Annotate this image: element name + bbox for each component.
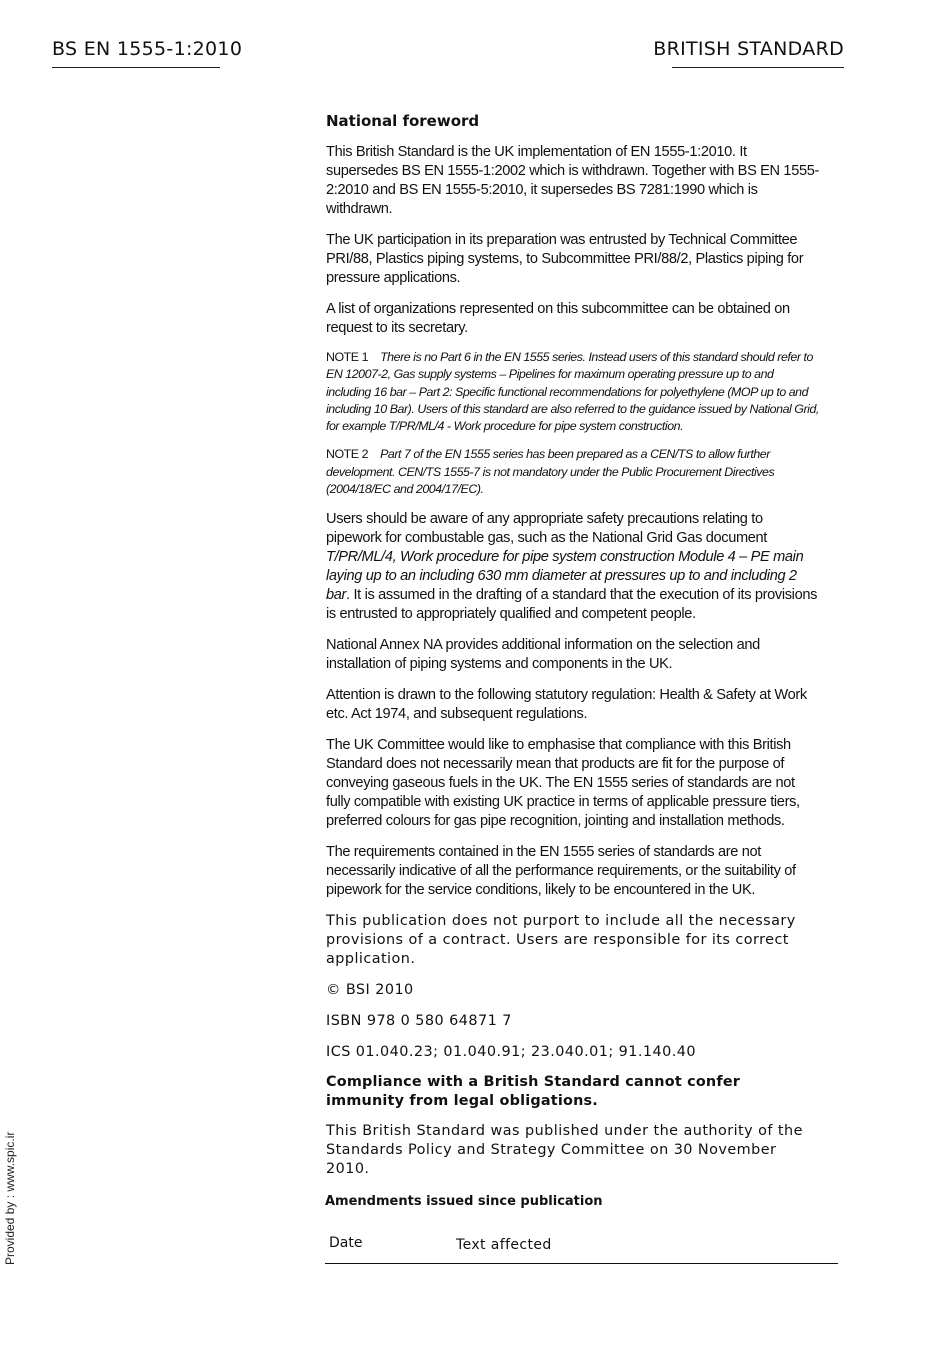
page-title: National foreword	[326, 112, 480, 130]
header-rule-right	[672, 67, 844, 68]
isbn: ISBN 978 0 580 64871 7	[326, 1013, 512, 1030]
foreword-body	[326, 111, 821, 1179]
header-document-id: BS EN 1555-1:2010	[52, 38, 243, 60]
paragraph-safety	[326, 510, 821, 624]
note-1	[326, 349, 821, 435]
amendments-col-date: Date	[329, 1235, 363, 1251]
note-2	[326, 446, 821, 498]
header-brand: BRITISH STANDARD	[653, 38, 844, 60]
provider-watermark: Provided by : www.spic.ir	[3, 1131, 17, 1265]
publication-authority: This British Standard was published under the authority of the Standards Policy and Strategy Committee on 30 November 2010.	[326, 1123, 803, 1178]
note-1-label: NOTE 1	[326, 350, 369, 364]
safety-text-c: . It is assumed in the drafting of a standard that the execution of its provisions is entrusted to appropriately qualified and competent people.	[326, 587, 818, 623]
amendments-title: Amendments issued since publication	[325, 1194, 603, 1209]
amendments-col-text: Text affected	[456, 1237, 552, 1253]
header-rule-left	[52, 67, 220, 68]
copyright: © BSI 2010	[326, 982, 414, 999]
paragraph-implementation: This British Standard is the UK implementation of EN 1555-1:2010. It supersedes BS EN 1555-1:2002 which is withdrawn. Together with BS EN 1555-2:2010 and BS EN 1555-5:2010, it supersedes BS 7281:1990 which is withdrawn.	[326, 144, 820, 217]
note-1-text: There is no Part 6 in the EN 1555 series. Instead users of this standard should refer to EN 12007-2, Gas supply systems – Pipelines for maximum operating pressure up to and including 16 bar – Part 2: Specific functional recommendations for polyethylene (MOP up to and including 10 Bar). Users of this standard are also referred to the guidance issued by National Grid, for example T/PR/ML/4 - Work procedure for pipe system construction.	[326, 350, 819, 434]
paragraph-national-annex: National Annex NA provides additional information on the selection and installation of piping systems and components in the UK.	[326, 637, 760, 673]
paragraph-uk-committee: The UK Committee would like to emphasise that compliance with this British Standard does not necessarily mean that products are fit for the purpose of conveying gaseous fuels in the UK. The EN 1555 series of standards are not fully compatible with existing UK practice in terms of applicable pressure tiers, preferred colours for gas pipe recognition, jointing and installation methods.	[326, 737, 800, 830]
paragraph-contract: This publication does not purport to include all the necessary provisions of a contract. Users are responsible for its correct application.	[326, 913, 796, 968]
paragraph-organizations: A list of organizations represented on this subcommittee can be obtained on request to its secretary.	[326, 301, 790, 336]
safety-text-a: Users should be aware of any appropriate safety precautions relating to pipework for combustable gas, such as the National Grid Gas document	[326, 511, 768, 547]
paragraph-requirements: The requirements contained in the EN 1555 series of standards are not necessarily indicative of all the performance requirements, or the suitability of pipework for the service conditions, likely to be encountered in the UK.	[326, 844, 796, 899]
note-2-text: Part 7 of the EN 1555 series has been prepared as a CEN/TS to allow further development. CEN/TS 1555-7 is not mandatory under the Public Procurement Directives (2004/18/EC and 2004/17/EC).	[326, 447, 775, 497]
amendments-table-rule	[325, 1263, 838, 1264]
ics-codes: ICS 01.040.23; 01.040.91; 23.040.01; 91.140.40	[326, 1044, 696, 1061]
paragraph-participation: The UK participation in its preparation was entrusted by Technical Committee PRI/88, Plastics piping systems, to Subcommittee PRI/88/2, Plastics piping for pressure applications.	[326, 232, 804, 286]
compliance-statement: Compliance with a British Standard cannot confer immunity from legal obligations.	[326, 1074, 741, 1110]
safety-document-title: T/PR/ML/4, Work procedure for pipe system construction Module 4 – PE main laying up to an including 630 mm diameter at pressures up to and including 2 bar	[326, 549, 804, 604]
note-2-label: NOTE 2	[326, 447, 369, 462]
paragraph-regulation: Attention is drawn to the following statutory regulation: Health & Safety at Work etc. Act 1974, and subsequent regulations.	[326, 687, 807, 723]
